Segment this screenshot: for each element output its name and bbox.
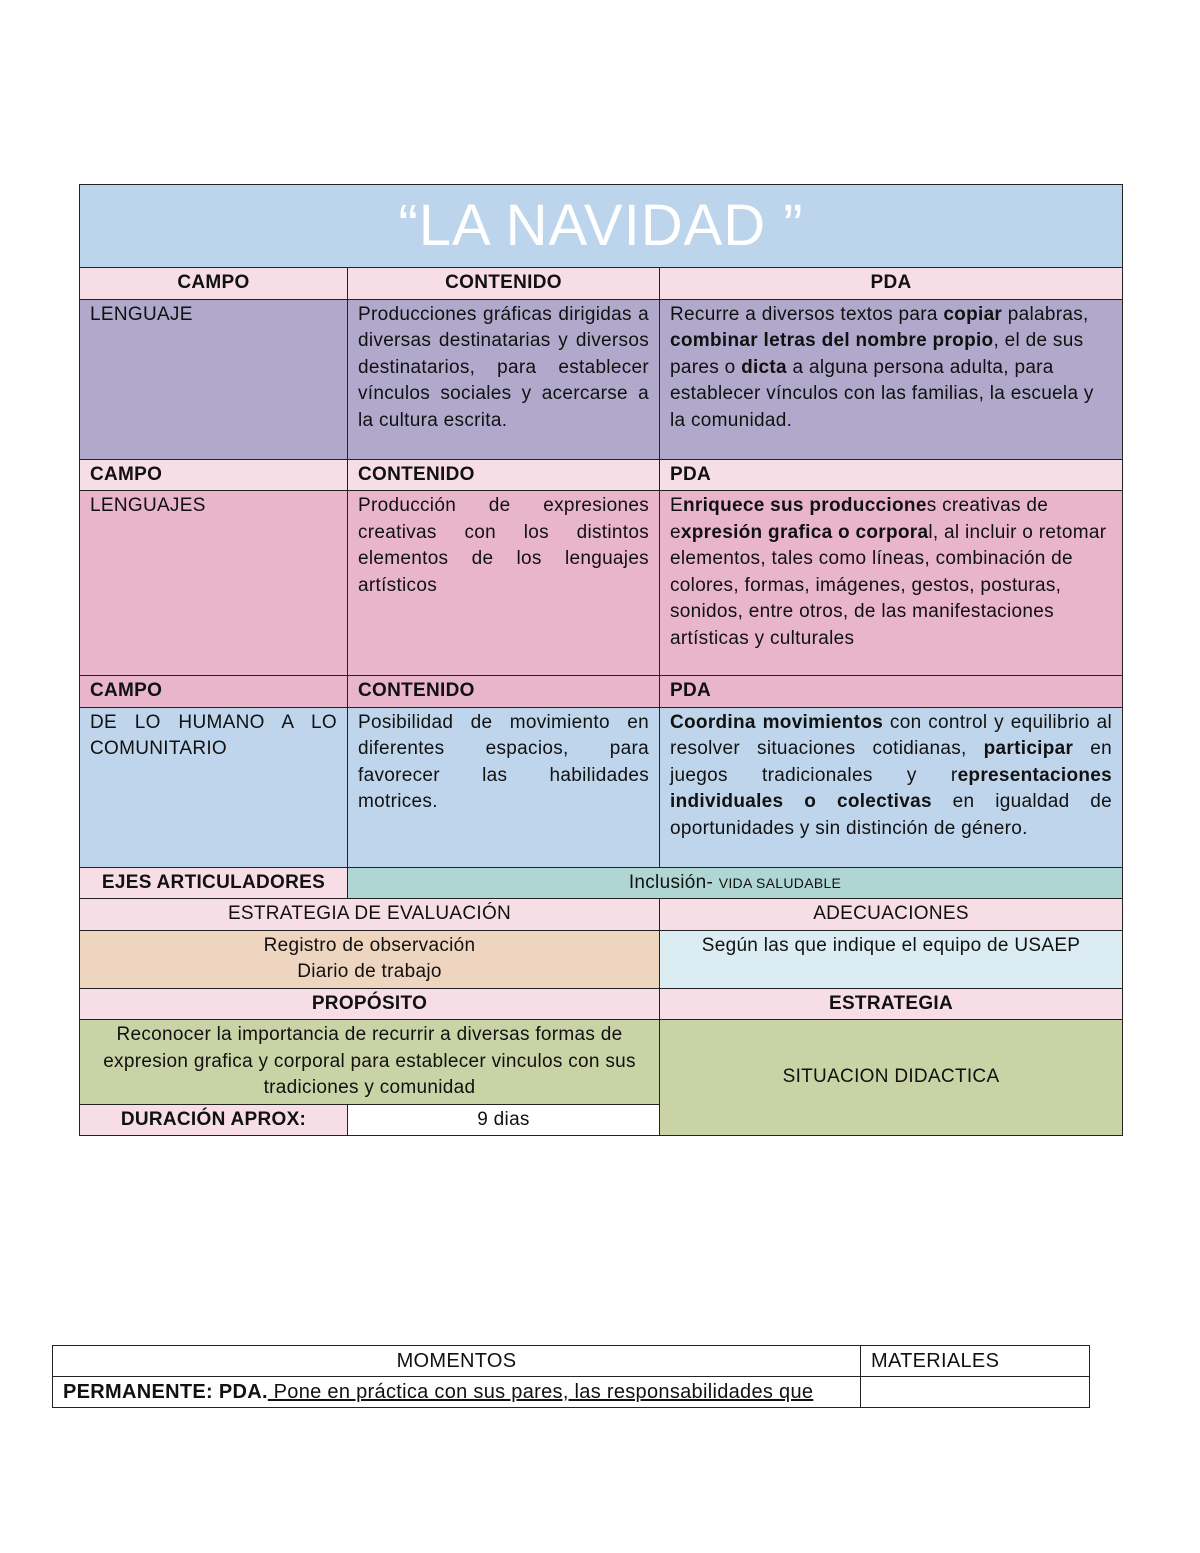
pda-header: PDA <box>660 676 1123 708</box>
evaluacion-header: ESTRATEGIA DE EVALUACIÓN <box>80 899 660 931</box>
estrategia-value: SITUACION DIDACTICA <box>660 1020 1123 1136</box>
materiales-cell <box>861 1377 1090 1408</box>
contenido-header: CONTENIDO <box>348 268 660 300</box>
contenido-value: Producción de expresiones creativas con los distintos elementos de los lenguajes artísticos <box>348 491 660 676</box>
duracion-value: 9 dias <box>348 1104 660 1136</box>
campo-value: DE LO HUMANO A LO COMUNITARIO <box>80 707 348 867</box>
materiales-header: MATERIALES <box>861 1346 1090 1377</box>
estrategia-header: ESTRATEGIA <box>660 988 1123 1020</box>
campo-header: CAMPO <box>80 268 348 300</box>
pda-value: Recurre a diversos textos para copiar palabras, combinar letras del nombre propio, el de sus pares o dicta a alguna persona adulta, para establecer vínculos con las familias, la escuela y la comunidad. <box>660 299 1123 459</box>
campo-header: CAMPO <box>80 459 348 491</box>
contenido-value: Producciones gráficas dirigidas a diversas destinatarias y diversos destinatarios, para establecer vínculos sociales y acercarse a la cultura escrita. <box>348 299 660 459</box>
campo-header: CAMPO <box>80 676 348 708</box>
evaluacion-value: Registro de observación Diario de trabajo <box>80 930 660 988</box>
momentos-header: MOMENTOS <box>53 1346 861 1377</box>
campo-value: LENGUAJES <box>80 491 348 676</box>
campo-value: LENGUAJE <box>80 299 348 459</box>
page-title: “LA NAVIDAD ” <box>80 185 1123 268</box>
duracion-label: DURACIÓN APROX: <box>80 1104 348 1136</box>
contenido-header: CONTENIDO <box>348 459 660 491</box>
contenido-value: Posibilidad de movimiento en diferentes espacios, para favorecer las habilidades motrices. <box>348 707 660 867</box>
momentos-table <box>52 1345 1090 1408</box>
ejes-label: EJES ARTICULADORES <box>80 867 348 899</box>
permanente-row: PERMANENTE: PDA. Pone en práctica con sus pares, las responsabilidades que <box>53 1377 861 1408</box>
pda-value: Coordina movimientos con control y equilibrio al resolver situaciones cotidianas, participar en juegos tradicionales y representaciones individuales o colectivas en igualdad de oportunidades y sin distinción de género. <box>660 707 1123 867</box>
proposito-header: PROPÓSITO <box>80 988 660 1020</box>
adecuaciones-value: Según las que indique el equipo de USAEP <box>660 930 1123 988</box>
proposito-value: Reconocer la importancia de recurrir a diversas formas de expresion grafica y corporal para establecer vinculos con sus tradiciones y comunidad <box>80 1020 660 1105</box>
pda-value: Enriquece sus producciones creativas de expresión grafica o corporal, al incluir o retomar elementos, tales como líneas, combinación de colores, formas, imágenes, gestos, posturas, sonidos, entre otros, de las manifestaciones artísticas y culturales <box>660 491 1123 676</box>
adecuaciones-header: ADECUACIONES <box>660 899 1123 931</box>
contenido-header: CONTENIDO <box>348 676 660 708</box>
ejes-value: Inclusión- VIDA SALUDABLE <box>348 867 1123 899</box>
pda-header: PDA <box>660 459 1123 491</box>
pda-header: PDA <box>660 268 1123 300</box>
planning-table <box>79 184 1123 1136</box>
